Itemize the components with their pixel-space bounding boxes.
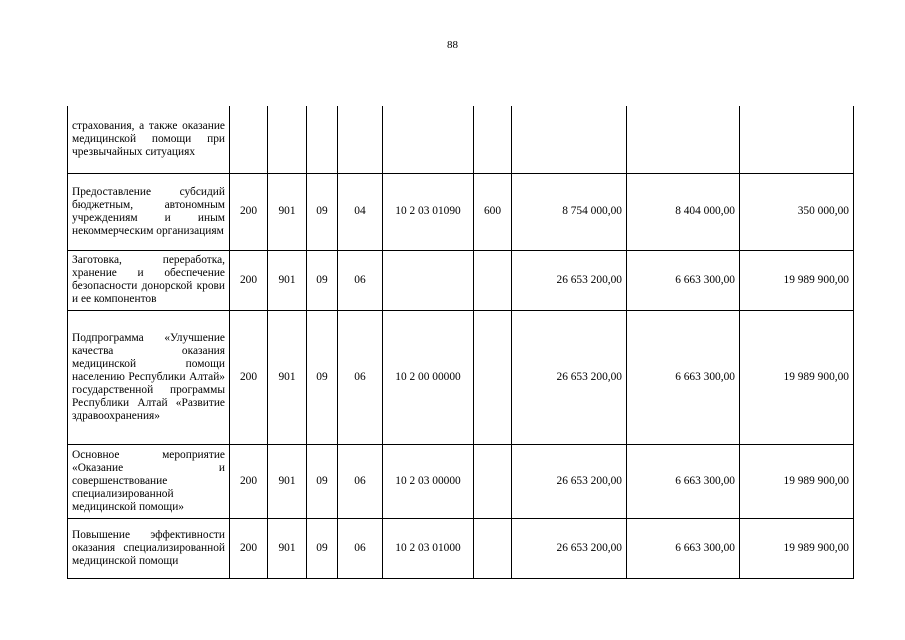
amount-two-cell [740,106,854,173]
amount-one-cell [627,106,740,173]
row-name-cell: страхования, а также оказание медицинской помощи при чрезвычайных ситуациях [68,106,230,173]
expense-type-cell [474,444,512,518]
subsection-code-cell: 06 [338,444,383,518]
budget-table [67,106,854,579]
expense-type-cell [474,518,512,578]
subsection-code-cell: 06 [338,310,383,444]
table-row [68,173,854,250]
section-code-cell: 09 [307,310,338,444]
admin-code-cell: 200 [230,250,268,310]
expense-type-cell [474,250,512,310]
section-code-cell: 09 [307,444,338,518]
target-article-cell: 10 2 03 01000 [383,518,474,578]
total-amount-cell: 26 653 200,00 [512,250,627,310]
amount-two-cell: 350 000,00 [740,173,854,250]
section-code-cell [307,106,338,173]
total-amount-cell: 26 653 200,00 [512,444,627,518]
target-article-cell: 10 2 00 00000 [383,310,474,444]
table-row [68,106,854,173]
admin-code-cell: 200 [230,173,268,250]
expense-type-cell: 600 [474,173,512,250]
amount-two-cell: 19 989 900,00 [740,444,854,518]
section-code-cell: 09 [307,173,338,250]
table-row [68,250,854,310]
ministry-code-cell [268,106,307,173]
section-code-cell: 09 [307,518,338,578]
row-name-cell: Повышение эффективности оказания специализированной медицинской помощи [68,518,230,578]
admin-code-cell: 200 [230,444,268,518]
row-name-cell: Предоставление субсидий бюджетным, автономным учреждениям и иным некоммерческим организациям [68,173,230,250]
row-name-cell: Основное мероприятие «Оказание и совершенствование специализированной медицинской помощи» [68,444,230,518]
table-row [68,310,854,444]
row-name-cell: Заготовка, переработка, хранение и обеспечение безопасности донорской крови и ее компонентов [68,250,230,310]
row-name-cell: Подпрограмма «Улучшение качества оказания медицинской помощи населению Республики Алтай» государственной программы Республики Алтай «Развитие здравоохранения» [68,310,230,444]
amount-two-cell: 19 989 900,00 [740,250,854,310]
subsection-code-cell: 06 [338,518,383,578]
target-article-cell: 10 2 03 01090 [383,173,474,250]
total-amount-cell: 8 754 000,00 [512,173,627,250]
expense-type-cell [474,106,512,173]
ministry-code-cell: 901 [268,250,307,310]
ministry-code-cell: 901 [268,310,307,444]
ministry-code-cell: 901 [268,173,307,250]
target-article-cell [383,106,474,173]
page-number: 88 [447,39,458,51]
total-amount-cell: 26 653 200,00 [512,518,627,578]
amount-one-cell: 6 663 300,00 [627,250,740,310]
target-article-cell [383,250,474,310]
amount-two-cell: 19 989 900,00 [740,518,854,578]
admin-code-cell [230,106,268,173]
total-amount-cell [512,106,627,173]
amount-one-cell: 6 663 300,00 [627,310,740,444]
amount-one-cell: 6 663 300,00 [627,518,740,578]
subsection-code-cell [338,106,383,173]
amount-one-cell: 8 404 000,00 [627,173,740,250]
subsection-code-cell: 06 [338,250,383,310]
ministry-code-cell: 901 [268,444,307,518]
table-row [68,444,854,518]
section-code-cell: 09 [307,250,338,310]
subsection-code-cell: 04 [338,173,383,250]
admin-code-cell: 200 [230,310,268,444]
amount-one-cell: 6 663 300,00 [627,444,740,518]
amount-two-cell: 19 989 900,00 [740,310,854,444]
ministry-code-cell: 901 [268,518,307,578]
expense-type-cell [474,310,512,444]
target-article-cell: 10 2 03 00000 [383,444,474,518]
admin-code-cell: 200 [230,518,268,578]
table-row [68,518,854,578]
total-amount-cell: 26 653 200,00 [512,310,627,444]
